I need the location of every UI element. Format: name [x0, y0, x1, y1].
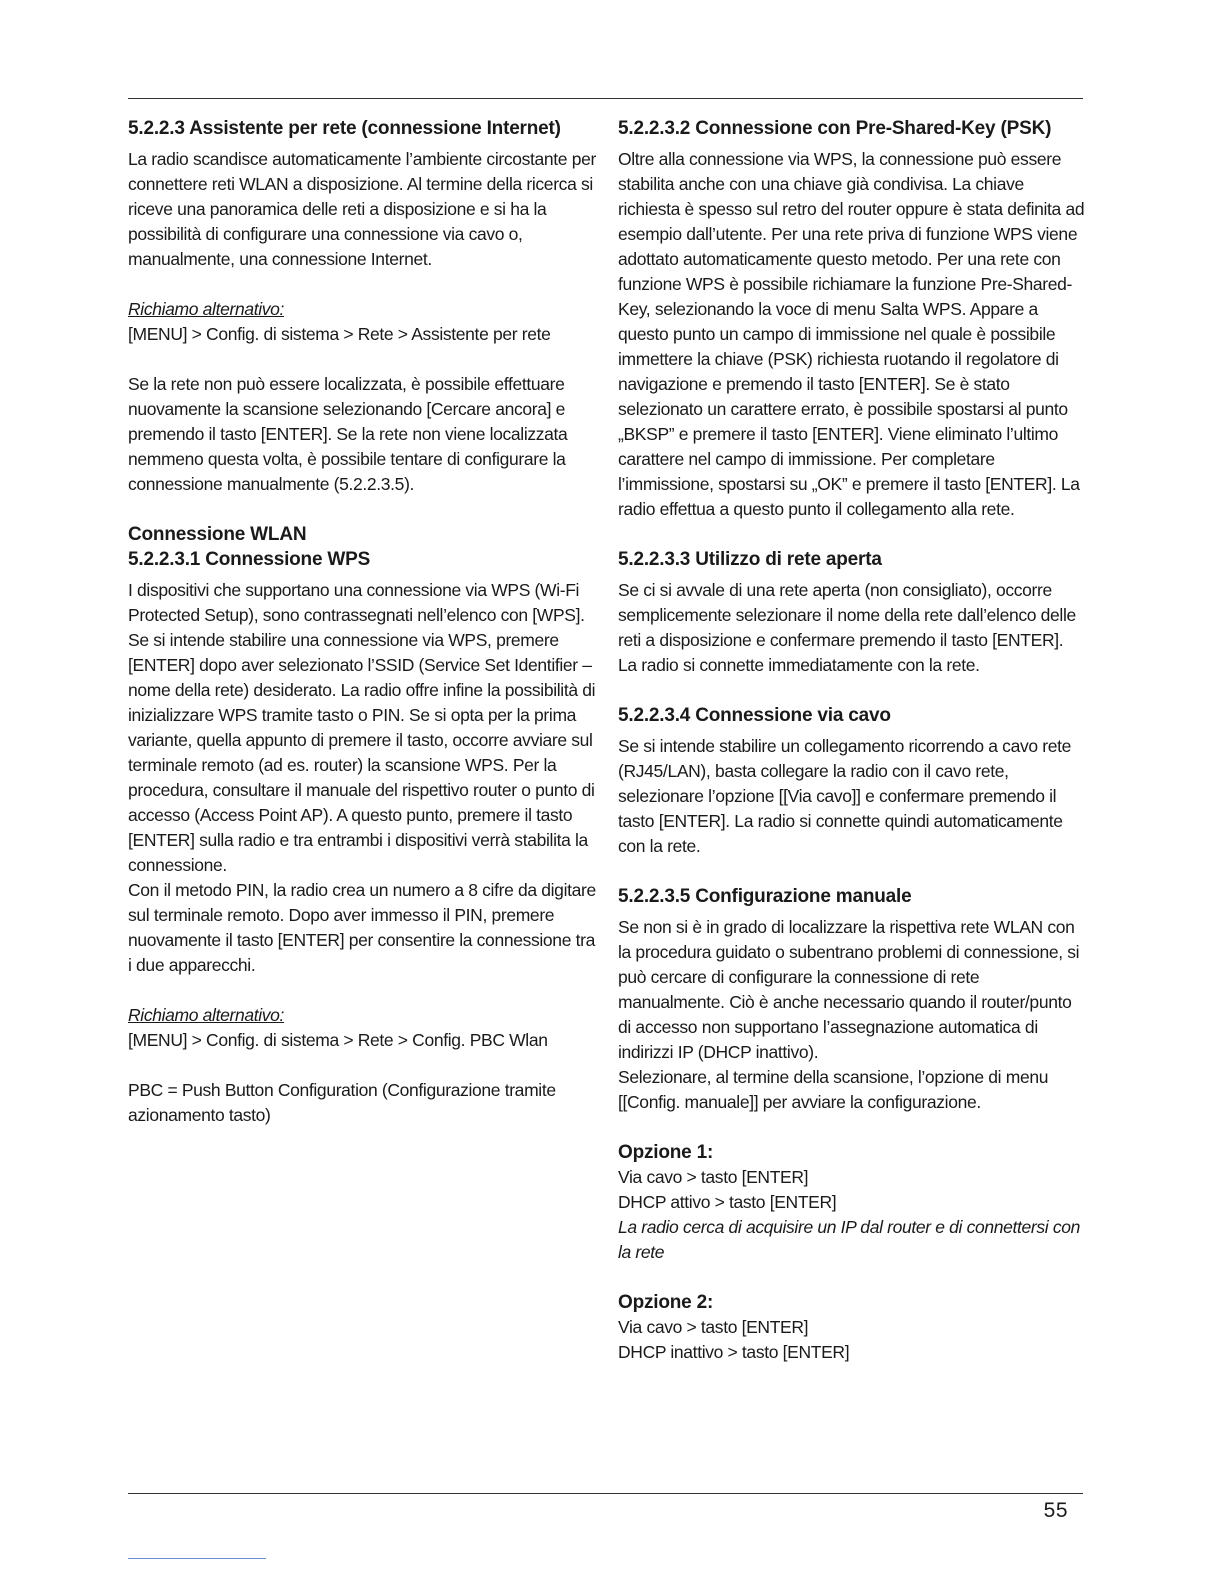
- wps-paragraph: I dispositivi che supportano una connessione via WPS (Wi-Fi Protected Setup), sono contrassegnati nell’elenco con [WPS]. Se si intende stabilire una connessione via WPS, premere [ENTER] dopo aver selezionato l’SSID (Service Set Identifier – nome della rete) desiderato. La radio offre infine la possibilità di inizializzare WPS tramite tasto o PIN. Se si opta per la prima variante, quella appunto di premere il tasto, occorre avviare sul terminale remoto (ad es. router) la scansione WPS. Per la procedura, consultare il manuale del rispettivo router o punto di accesso (Access Point AP). A questo punto, premere il tasto [ENTER] sulla radio e tra entrambi i dispositivi verrà stabilita la connessione.: [128, 580, 596, 875]
- header-rule: [128, 98, 1083, 99]
- open-network-paragraph: Se ci si avvale di una rete aperta (non consigliato), occorre semplicemente selezionare il nome della rete dall’elenco delle reti a disposizione e confermare premendo il tasto [ENTER]. La radio si connette immediatamente con la rete.: [618, 580, 1076, 675]
- alt-call-label: Richiamo alternativo:: [128, 299, 285, 319]
- wps-alt-call-path: [MENU] > Config. di sistema > Rete > Config. PBC Wlan: [128, 1030, 548, 1050]
- cable-paragraph: Se si intende stabilire un collegamento ricorrendo a cavo rete (RJ45/LAN), basta collegare la radio con il cavo rete, selezionare l’opzione [[Via cavo]] e confermare premendo il tasto [ENTER]. La radio si connette quindi automaticamente con la rete.: [618, 736, 1072, 856]
- wps-pin-paragraph: Con il metodo PIN, la radio crea un numero a 8 cifre da digitare sul terminale remoto. Dopo aver immesso il PIN, premere nuovamente il tasto [ENTER] per consentire la connessione tra i due apparecchi.: [128, 880, 596, 975]
- page-number: 55: [1043, 1499, 1068, 1522]
- section-title-cable: 5.2.2.3.4 Connessione via cavo: [618, 705, 891, 726]
- section-title-manual-config: 5.2.2.3.5 Configurazione manuale: [618, 886, 912, 907]
- wlan-connection-title: Connessione WLAN: [128, 524, 307, 545]
- option-1-note: La radio cerca di acquisire un IP dal router e di connettersi con la rete: [618, 1217, 1081, 1262]
- section-title-psk: 5.2.2.3.2 Connessione con Pre-Shared-Key (PSK): [618, 118, 1052, 139]
- right-column: [618, 116, 1086, 1365]
- wps-alt-call-label: Richiamo alternativo:: [128, 1005, 285, 1025]
- section-title-wps: 5.2.2.3.1 Connessione WPS: [128, 549, 371, 570]
- manual-config-instruction: Selezionare, al termine della scansione, l’opzione di menu [[Config. manuale]] per avviare la configurazione.: [618, 1067, 1049, 1112]
- option-2-title: Opzione 2:: [618, 1292, 714, 1313]
- psk-paragraph: Oltre alla connessione via WPS, la connessione può essere stabilita anche con una chiave già condivisa. La chiave richiesta è spesso sul retro del router oppure è stata definita ad esempio dall’utente. Per una rete priva di funzione WPS viene adottato automaticamente questo metodo. Per una rete con funzione WPS è possibile richiamare la funzione Pre-Shared-Key, selezionando la voce di menu Salta WPS. Appare a questo punto un campo di immissione nel quale è possibile immettere la chiave (PSK) richiesta ruotando il regolatore di navigazione e premendo il tasto [ENTER]. Se è stato selezionato un carattere errato, è possibile spostarsi al punto „BKSP” e premere il tasto [ENTER]. Viene eliminato l’ultimo carattere nel campo di immissione. Per completare l’immissione, spostarsi su „OK” e premere il tasto [ENTER]. La radio effettua a questo punto il collegamento alla rete.: [618, 149, 1085, 519]
- footer-link-underline: [128, 1558, 266, 1559]
- option-1-title: Opzione 1:: [618, 1142, 714, 1163]
- option-1-step-1: Via cavo > tasto [ENTER]: [618, 1167, 809, 1187]
- option-2-step-1: Via cavo > tasto [ENTER]: [618, 1317, 809, 1337]
- network-not-found-paragraph: Se la rete non può essere localizzata, è possibile effettuare nuovamente la scansione selezionando [Cercare ancora] e premendo il tasto [ENTER]. Se la rete non viene localizzata nemmeno questa volta, è possibile tentare di configurare la connessione manualmente (5.2.2.3.5).: [128, 374, 568, 494]
- manual-config-paragraph: Se non si è in grado di localizzare la rispettiva rete WLAN con la procedura guidato o subentrano problemi di connessione, si può cercare di configurare la connessione di rete manualmente. Ciò è anche necessario quando il router/punto di accesso non supportano l’assegnazione automatica di indirizzi IP (DHCP inattivo).: [618, 917, 1080, 1062]
- option-2-step-2: DHCP inattivo > tasto [ENTER]: [618, 1342, 850, 1362]
- section-title-network-assistant: 5.2.2.3 Assistente per rete (connessione Internet): [128, 118, 561, 139]
- alt-call-path: [MENU] > Config. di sistema > Rete > Assistente per rete: [128, 324, 551, 344]
- network-assistant-paragraph: La radio scandisce automaticamente l’ambiente circostante per connettere reti WLAN a disposizione. Al termine della ricerca si riceve una panoramica delle reti a disposizione e si ha la possibilità di configurare una connessione via cavo o, manualmente, una connessione Internet.: [128, 149, 596, 269]
- footer-rule: [128, 1493, 1083, 1494]
- section-title-open-network: 5.2.2.3.3 Utilizzo di rete aperta: [618, 549, 882, 570]
- left-column: [128, 116, 598, 1128]
- pbc-note: PBC = Push Button Configuration (Configurazione tramite azionamento tasto): [128, 1080, 556, 1125]
- option-1-step-2: DHCP attivo > tasto [ENTER]: [618, 1192, 837, 1212]
